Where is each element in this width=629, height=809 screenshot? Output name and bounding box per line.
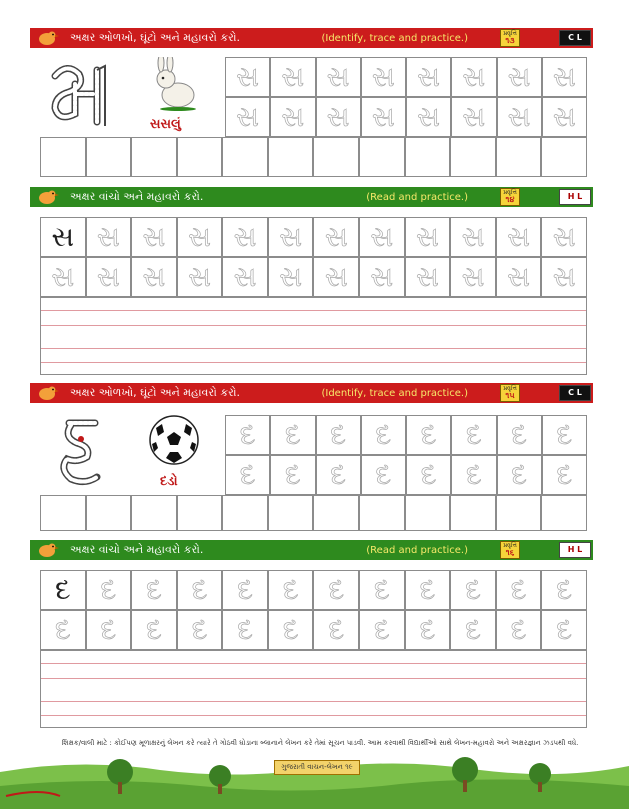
read-grid-sa: સ સ સ સ સ સ સ સ સ સ સ સ સ સ સ સ સ સ સ સ સ સ સ સ — [40, 217, 587, 297]
hl-tag: H L — [559, 189, 591, 205]
section-english: (Read and practice.) — [366, 544, 468, 556]
practice-row-da[interactable] — [40, 495, 587, 531]
activity-badge: પ્રવૃત્તિ ૧૫ — [500, 384, 520, 402]
section-4-banner — [30, 540, 593, 560]
ball-word: દડો — [160, 474, 178, 489]
trace-cell: સ — [542, 97, 587, 137]
trace-cell: સ — [270, 57, 315, 97]
bird-icon — [35, 187, 59, 207]
letter-sa-tracing — [45, 56, 120, 131]
section-instruction: અક્ષર ઓળખો, ઘૂંટો અને મહાવરો કરો. — [70, 31, 241, 44]
trace-grid-sa — [225, 57, 587, 137]
section-instruction: અક્ષર વાંચો અને મહાવરો કરો. — [70, 190, 204, 203]
rabbit-icon — [148, 57, 203, 112]
section-instruction: અક્ષર ઓળખો, ઘૂંટો અને મહાવરો કરો. — [70, 386, 241, 399]
trace-cell: સ — [451, 97, 496, 137]
practice-lines-da[interactable] — [40, 650, 587, 728]
hl-tag: H L — [559, 542, 591, 558]
trace-grid-da: દ દ દ દ દ દ દ દ દ દ દ દ દ દ દ દ — [225, 415, 587, 495]
section-english: (Read and practice.) — [366, 191, 468, 203]
trace-cell: સ — [406, 97, 451, 137]
practice-lines-sa[interactable] — [40, 297, 587, 375]
model-cell: સ — [40, 217, 86, 257]
trace-cell: સ — [361, 97, 406, 137]
activity-badge: પ્રવૃત્તિ ૧૪ — [500, 188, 520, 206]
trace-cell: સ — [270, 97, 315, 137]
page-label: ગુજરાતી વાચન-લેખન ૧૯ — [274, 760, 360, 775]
letter-da-tracing — [55, 413, 110, 488]
model-cell: દ — [40, 570, 86, 610]
trace-cell: સ — [451, 57, 496, 97]
section-3-banner — [30, 383, 593, 403]
rabbit-word: સસલું — [150, 117, 181, 132]
activity-badge: પ્રવૃત્તિ ૧૩ — [500, 29, 520, 47]
trace-cell: સ — [542, 57, 587, 97]
trace-cell: સ — [225, 57, 270, 97]
cl-tag: C L — [559, 30, 591, 46]
trace-cell: સ — [225, 97, 270, 137]
bird-icon — [35, 383, 59, 403]
football-icon — [148, 414, 200, 466]
cl-tag: C L — [559, 385, 591, 401]
section-2-banner — [30, 187, 593, 207]
activity-badge: પ્રવૃત્તિ ૧૬ — [500, 541, 520, 559]
section-instruction: અક્ષર વાંચો અને મહાવરો કરો. — [70, 543, 204, 556]
section-english: (Identify, trace and practice.) — [321, 387, 468, 399]
trace-cell: સ — [361, 57, 406, 97]
trace-cell: સ — [316, 97, 361, 137]
read-grid-da: દ દ દ દ દ દ દ દ દ દ દ દ દ દ દ દ દ દ દ દ દ દ દ દ — [40, 570, 587, 650]
bird-icon — [35, 540, 59, 560]
section-1-banner — [30, 28, 593, 48]
trace-cell: સ — [406, 57, 451, 97]
trace-cell: સ — [316, 57, 361, 97]
section-english: (Identify, trace and practice.) — [321, 32, 468, 44]
trace-cell: સ — [497, 57, 542, 97]
practice-row-sa[interactable] — [40, 137, 587, 177]
bird-icon — [35, 28, 59, 48]
trace-cell: સ — [497, 97, 542, 137]
teacher-note: શિક્ષક/વાલી માટે : કોઈપણ મૂળાક્ષરનું લેખન કરે ત્યારે તે ગોઠવી ઘોડાના બ્લાનાને લેખન કરે તેમાં સૂચન પાડવી. આમ કરવાથી વિદ્યાર્થીઓ સાથે લેખન-મહાવરો અને અક્ષરજ્ઞાન ઝડપથી વધે. — [61, 739, 579, 747]
